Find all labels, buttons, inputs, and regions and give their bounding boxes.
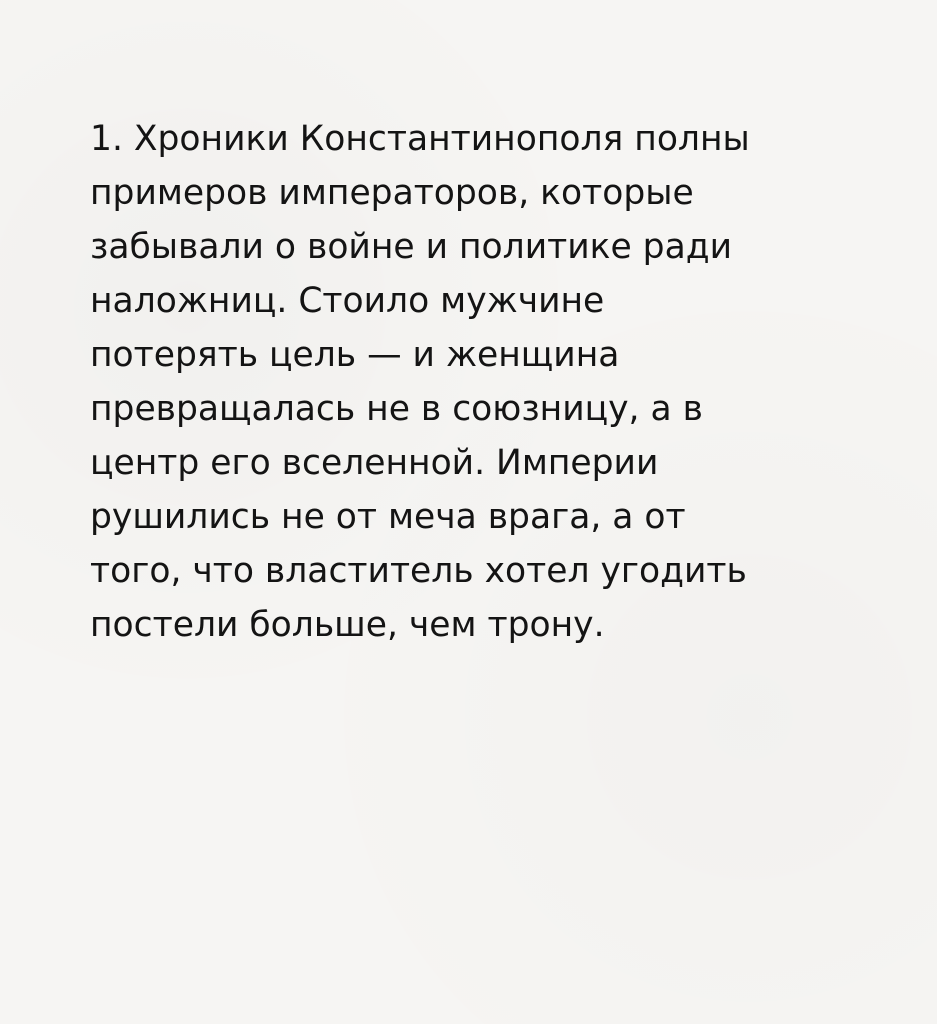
text-line: наложниц. Стоило мужчине: [90, 281, 605, 321]
text-line: забывали о войне и политике ради: [90, 227, 732, 267]
text-line: центр его вселенной. Империи: [90, 443, 659, 483]
text-line: потерять цель — и женщина: [90, 335, 620, 375]
text-line: превращалась не в союзницу, а в: [90, 389, 703, 429]
text-line: 1. Хроники Константинополя полны: [90, 119, 750, 159]
text-line: того, что властитель хотел угодить: [90, 551, 747, 591]
paragraph: [90, 112, 890, 652]
text-line: примеров императоров, которые: [90, 173, 694, 213]
text-line: постели больше, чем трону.: [90, 605, 605, 645]
text-line: рушились не от меча врага, а от: [90, 497, 686, 537]
